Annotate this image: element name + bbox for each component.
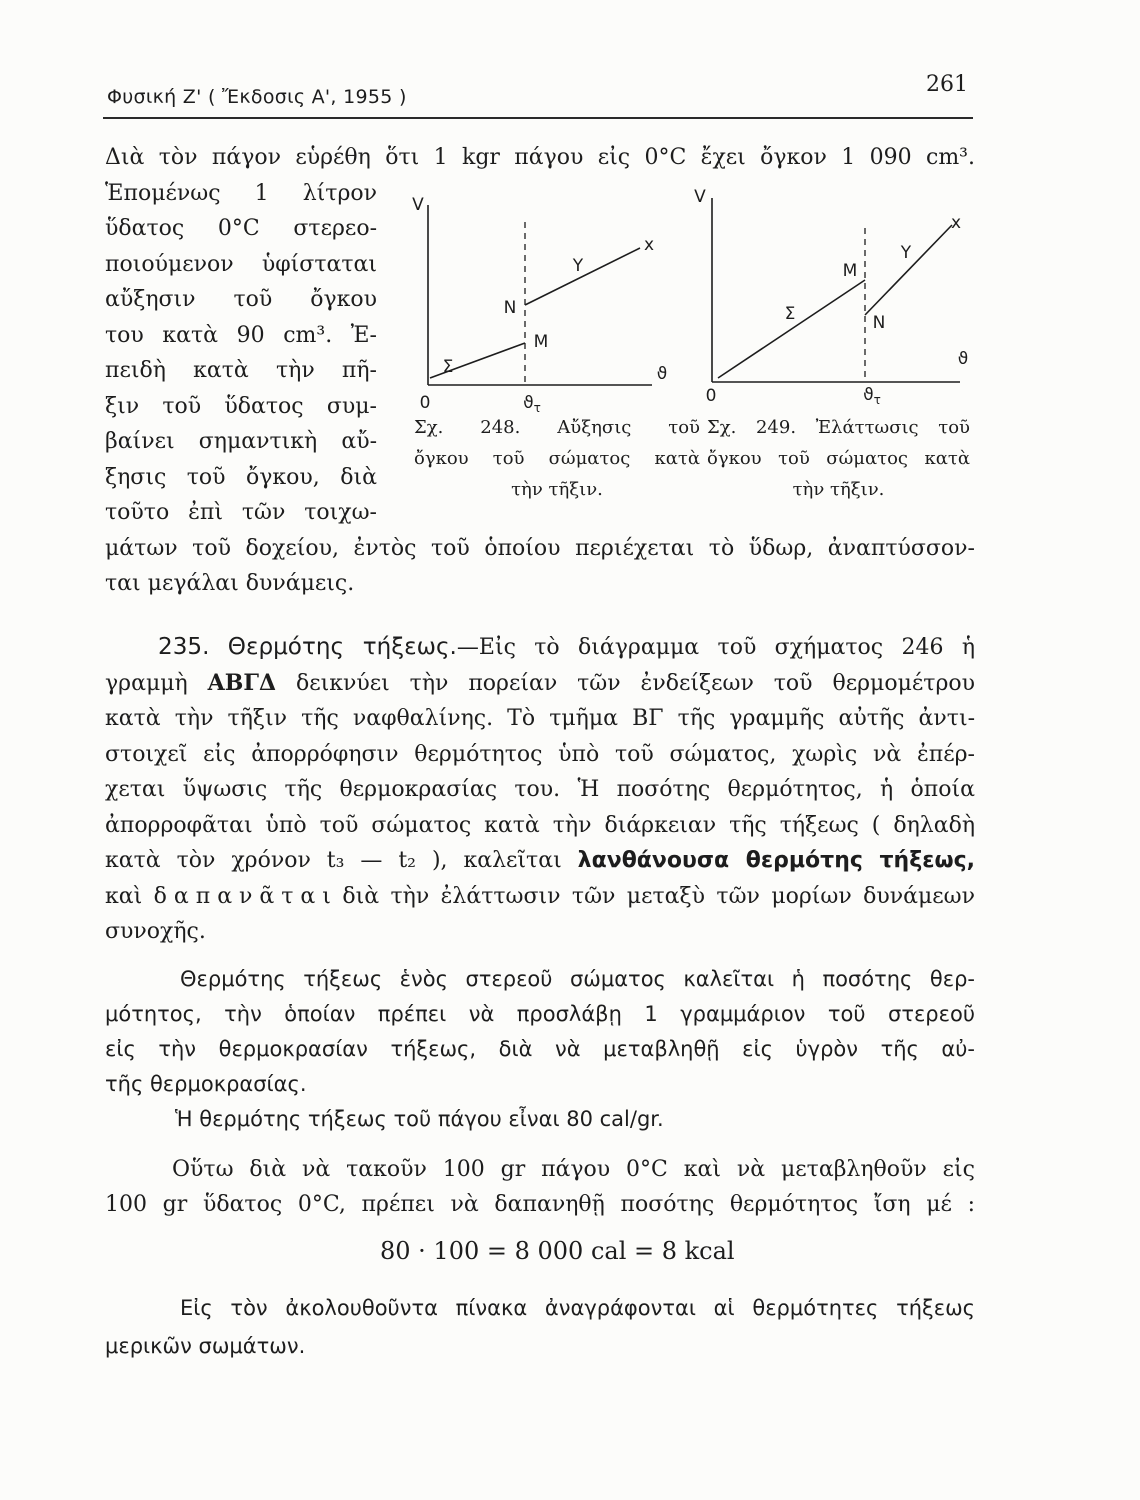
point-n-label: Ν: [503, 298, 517, 318]
latent-heat-term: λανθάνουσα θερμότης τήξεως,: [577, 848, 975, 873]
text-line: ξιν τοῦ ὕδατος συμ-: [105, 393, 377, 419]
theta-subscript: τ: [533, 401, 541, 415]
point-x-label: x: [643, 235, 655, 255]
text-line: του κατὰ 90 cm³. Ἐ-: [105, 322, 377, 348]
solid-phase-line: [718, 280, 865, 378]
point-m-label: Μ: [842, 261, 858, 281]
definition-paragraph: [105, 962, 975, 1137]
text-run: δεικνύει τὴν πορείαν τῶν ἐνδείξεων τοῦ θερμομέτρου: [295, 670, 975, 696]
caption-line: ὄγκου τοῦ σώματος κατὰ: [707, 448, 970, 469]
text-line: [105, 879, 975, 915]
line-abgd-label: ΑΒΓΔ: [207, 669, 277, 696]
text-line: Ἑπομένως 1 λίτρον: [105, 180, 377, 206]
spaced-emphasis: δ α π α ν ᾶ τ α ι: [153, 883, 331, 909]
text-line: Διὰ τὸν πάγον εὑρέθη ὅτι 1 kgr πάγου εἰς 0°C ἔχει ὄγκον 1 090 cm³.: [105, 145, 975, 170]
section-number: 235.: [158, 634, 210, 660]
theta-symbol: ϑ: [863, 385, 874, 405]
text-run: —Εἰς τὸ διάγραμμα τοῦ σχήματος 246 ἡ: [456, 635, 975, 660]
caption-text: Αὔξησις τοῦ: [557, 417, 700, 438]
text-line: πειδὴ κατὰ τὴν πῆ-: [105, 358, 377, 383]
point-sigma-label: Σ: [784, 304, 796, 324]
text-run: διὰ τὴν ἐλάττωσιν τῶν μεταξὺ τῶν μορίων δυνάμεων: [342, 883, 975, 909]
text-line: Οὕτω διὰ νὰ τακοῦν 100 gr πάγου 0°C καὶ νὰ μεταβληθοῦν εἰς: [172, 1157, 975, 1182]
text-line: χεται ὕψωσις τῆς θερμοκρασίας του. Ἡ ποσότης θερμότητος, ἡ ὁποία: [105, 777, 975, 802]
text-line: τοῦτο ἐπὶ τῶν τοιχω-: [105, 500, 377, 525]
liquid-phase-line: [865, 225, 952, 315]
figure-248-caption: [414, 412, 700, 505]
caption-line: [707, 412, 970, 443]
volume-axis-label: V: [694, 187, 706, 207]
header-rule: [103, 117, 973, 119]
text-line: Εἰς τὸν ἀκολουθοῦντα πίνακα ἀναγράφονται αἱ θερμότητες τήξεως: [180, 1296, 975, 1320]
text-run: κατὰ τὸν χρόνον t₃ — t₂ ), καλεῖται: [105, 848, 562, 873]
text-line: [105, 843, 975, 879]
caption-line: ὄγκου τοῦ σώματος κατὰ: [414, 448, 700, 469]
text-line: κατὰ τὴν τῆξιν τῆς ναφθαλίνης. Τὸ τμῆμα ΒΓ τῆς γραμμῆς αὐτῆς ἀντι-: [105, 706, 975, 731]
caption-number: Σχ. 249.: [707, 417, 797, 438]
figure-249-diagram: [694, 187, 968, 407]
caption-line: τὴν τῆξιν.: [792, 479, 885, 500]
text-line: ται μεγάλαι δυνάμεις.: [105, 571, 355, 596]
text-line: [105, 666, 975, 702]
example-paragraph: [105, 1152, 975, 1222]
origin-label: 0: [419, 393, 431, 413]
text-line: 100 gr ὕδατος 0°C, πρέπει νὰ δαπανηθῇ ποσότης θερμότητος ἴση μέ :: [105, 1192, 975, 1217]
text-line: αὔξησιν τοῦ ὄγκου: [105, 287, 377, 312]
text-line: τῆς θερμοκρασίας.: [105, 1072, 307, 1096]
point-sigma-label: Σ: [442, 357, 454, 377]
page-number: 261: [926, 72, 968, 97]
melting-temperature-label: [863, 385, 881, 407]
text-line: ποιούμενον ὑφίσταται: [105, 251, 377, 277]
point-n-label: Ν: [872, 313, 886, 333]
figure-248-diagram: [412, 195, 667, 415]
equation: 80 · 100 = 8 000 cal = 8 kcal: [380, 1237, 735, 1265]
figure-249-caption: [707, 412, 970, 505]
point-upsilon-label: Υ: [900, 243, 912, 263]
origin-label: 0: [705, 386, 717, 406]
theta-symbol: ϑ: [523, 393, 534, 413]
caption-number: Σχ. 248.: [414, 417, 521, 438]
text-line: στοιχεῖ εἰς ἀπορρόφησιν θερμότητος ὑπὸ τοῦ σώματος, χωρὶς νὰ ἐπέρ-: [105, 741, 975, 767]
text-line: ἀπορροφᾶται ὑπὸ τοῦ σώματος κατὰ τὴν διάρκειαν τῆς τήξεως ( δηλαδὴ: [105, 812, 975, 838]
text-line: Θερμότης τήξεως ἑνὸς στερεοῦ σώματος καλεῖται ἡ ποσότης θερ-: [180, 967, 975, 991]
section-title: Θερμότης τήξεως.: [227, 634, 457, 660]
text-line: συνοχῆς.: [105, 919, 206, 944]
temperature-axis-label: ϑ: [957, 349, 969, 369]
text-line: βαίνει σημαντικὴ αὔ-: [105, 429, 377, 454]
text-run: γραμμὴ: [105, 670, 188, 696]
section-235: [105, 630, 975, 950]
point-upsilon-label: Υ: [572, 256, 584, 276]
text-line: ὕδατος 0°C στερεο-: [105, 216, 377, 241]
text-line: μερικῶν σωμάτων.: [105, 1334, 306, 1358]
temperature-axis-label: ϑ: [656, 364, 668, 384]
caption-line: [414, 412, 700, 443]
caption-text: Ἐλάττωσις τοῦ: [815, 417, 970, 438]
caption-line: τὴν τῆξιν.: [511, 479, 603, 500]
text-line: μότητος, τὴν ὁποίαν πρέπει νὰ προσλάβῃ 1 γραμμάριον τοῦ στερεοῦ: [105, 1002, 975, 1026]
text-line: ξησις τοῦ ὄγκου, διὰ: [105, 464, 377, 490]
text-line: εἰς τὴν θερμοκρασίαν τήξεως, διὰ νὰ μεταβληθῇ εἰς ὑγρὸν τῆς αὐ-: [105, 1037, 975, 1061]
theta-subscript: τ: [873, 393, 881, 407]
volume-axis-label: V: [412, 195, 424, 215]
table-intro-paragraph: [105, 1289, 975, 1365]
text-line: μάτων τοῦ δοχείου, ἐντὸς τοῦ ὁποίου περιέχεται τὸ ὕδωρ, ἀναπτύσσον-: [105, 535, 975, 561]
section-heading-line: [158, 630, 975, 666]
text-run: καὶ: [105, 883, 143, 909]
point-m-label: Μ: [533, 332, 549, 352]
ice-latent-heat-line: Ἡ θερμότης τήξεως τοῦ πάγου εἶναι 80 cal/gr.: [175, 1107, 664, 1131]
running-title: Φυσική Ζ' ( Ἔκδοσις Α', 1955 ): [107, 86, 407, 108]
point-x-label: x: [950, 213, 962, 233]
